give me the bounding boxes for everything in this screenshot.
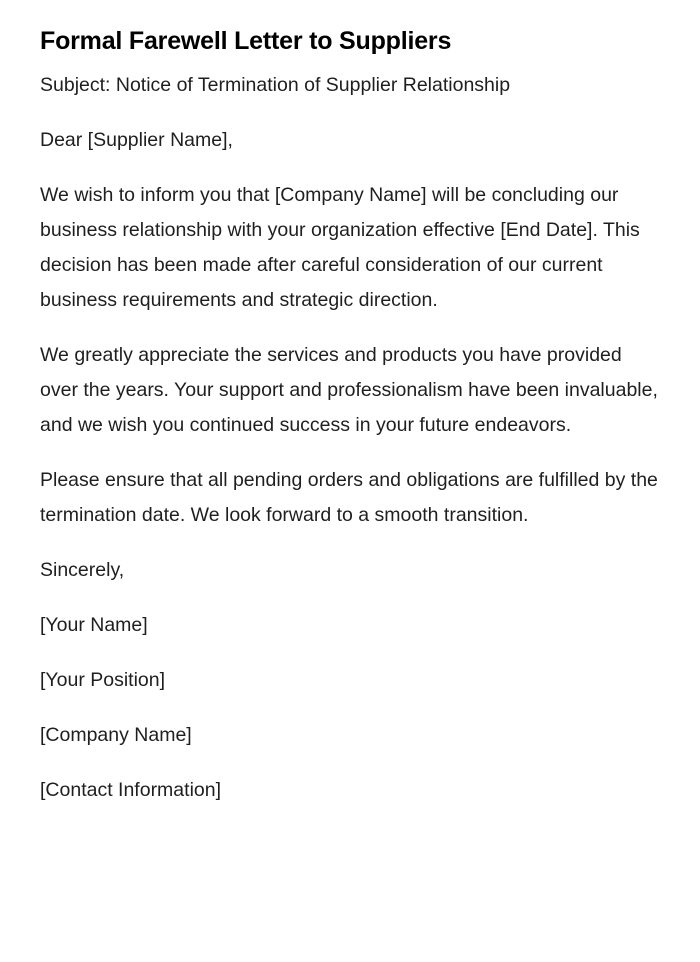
signature-contact: [Contact Information] [40, 779, 222, 801]
letter-closing: Sincerely, [40, 559, 125, 581]
letter-body-paragraph-2: We greatly appreciate the services and products you have provided over the years. Your support and professionalism have been invaluable, and we wish you continued success in your future endeavors. [40, 344, 658, 436]
signature-name: [Your Name] [40, 614, 148, 636]
letter-body-paragraph-1: We wish to inform you that [Company Name] will be concluding our business relationship with your organization effective [End Date]. This decision has been made after careful consideration of our current business requirements and strategic direction. [40, 184, 640, 311]
signature-company: [Company Name] [40, 724, 192, 746]
document-title: Formal Farewell Letter to Suppliers [40, 27, 452, 55]
letter-subject: Subject: Notice of Termination of Supplier Relationship [40, 74, 511, 96]
letter-body-paragraph-3: Please ensure that all pending orders and obligations are fulfilled by the termination date. We look forward to a smooth transition. [40, 469, 658, 526]
signature-position: [Your Position] [40, 669, 166, 691]
letter-salutation: Dear [Supplier Name], [40, 129, 233, 151]
